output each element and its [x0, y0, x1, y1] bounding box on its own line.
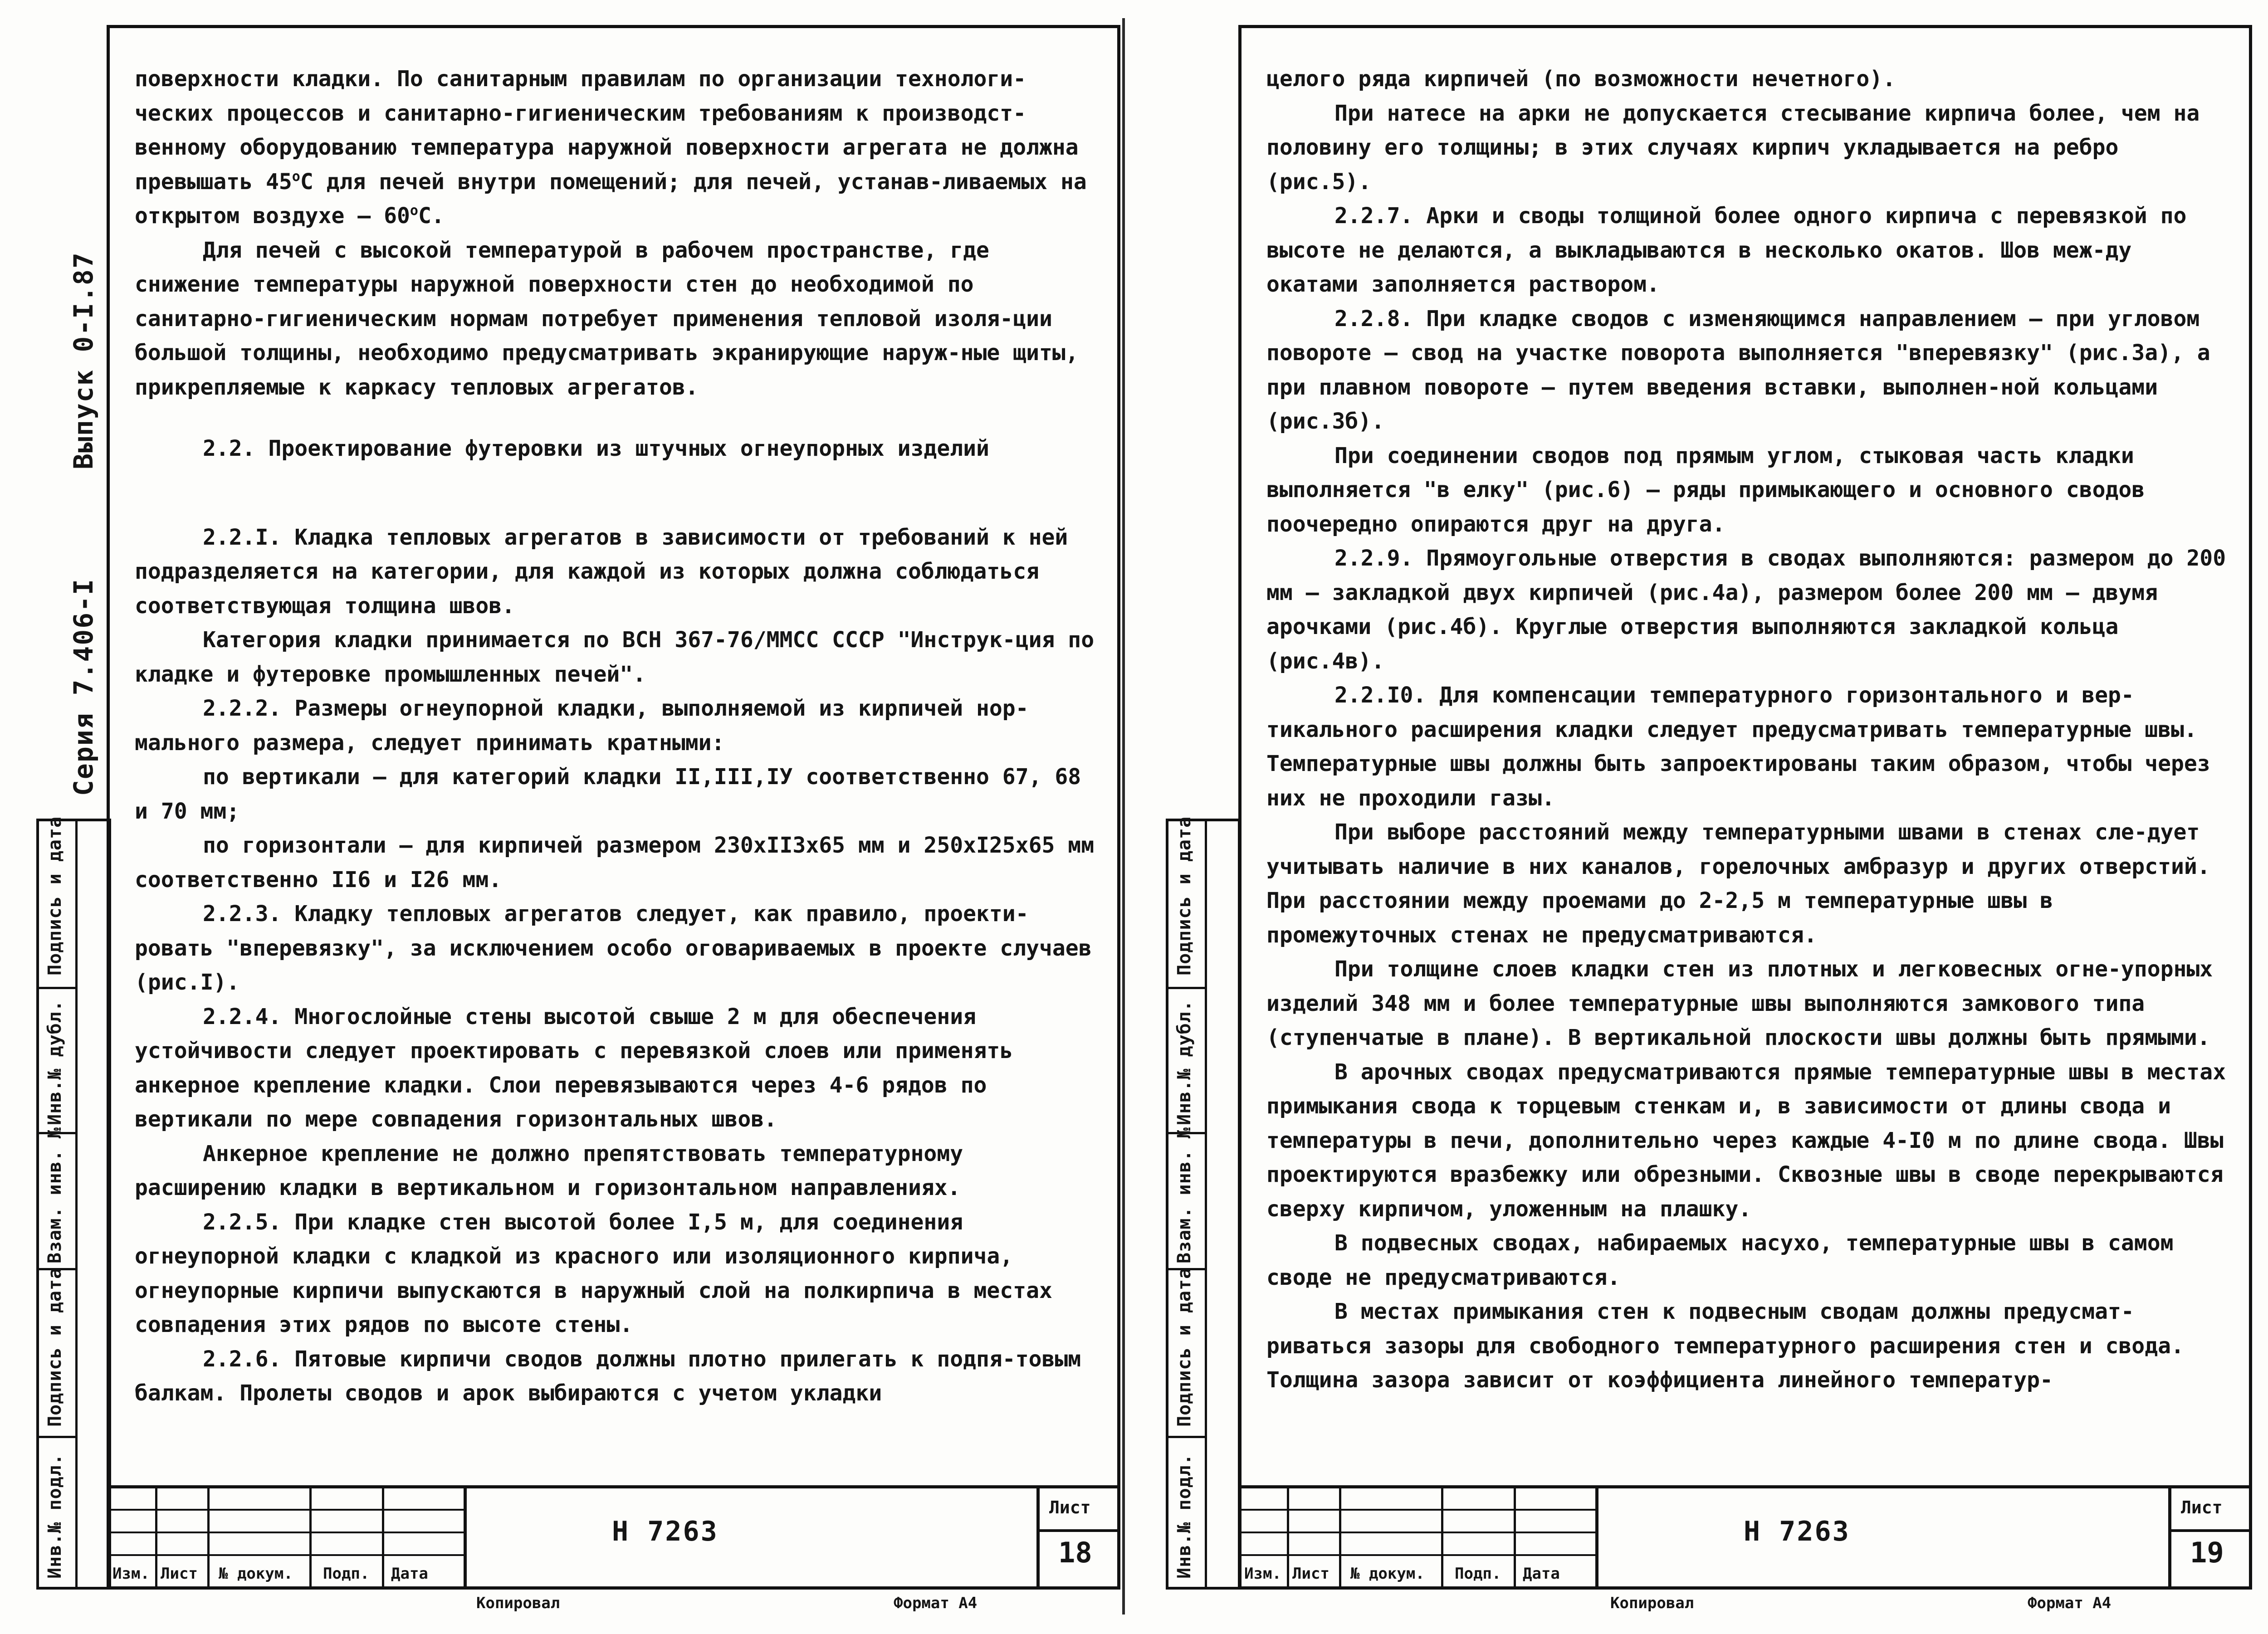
title-block — [107, 1485, 1120, 1590]
binding-label: Подпись и дата — [1174, 816, 1195, 976]
paragraph: Для печей с высокой температурой в рабочем пространстве, где снижение температуры наружной поверхности стен до необходимой по санитарно-гигиеническим нормам потребует применения тепловой изоля-ции большой толщины, необходимо предусматривать экранирующие наруж-ные щиты, прикрепляемые к каркасу тепловых агрегатов. — [135, 237, 1079, 400]
paragraph: по горизонтали – для кирпичей размером 230хII3х65 мм и 250хI25х65 мм соответственно II6 и I26 мм. — [135, 833, 1095, 893]
paragraph: целого ряда кирпичей (по возможности нечетного). — [1266, 66, 1896, 92]
sheet-box — [1038, 1488, 1117, 1586]
col-doc-no: № докум. — [1350, 1565, 1425, 1583]
binding-stamp-table — [36, 816, 111, 1590]
left-page — [18, 25, 1120, 1612]
paragraph: 2.2.4. Многослойные стены высотой свыше 2 м для обеспечения устойчивости следует проектировать с перевязкой слоев или применять анкерное крепление кладки. Слои перевязываются через 4-6 рядов по вертикали по мере совпадения горизонтальных швов. — [135, 1004, 1013, 1132]
issue-text: Выпуск 0-I.87 — [68, 252, 99, 470]
paragraph: поверхности кладки. По санитарным правилам по организации технологи-ческих процессов и санитарно-гигиеническим требованиям к производст-венному оборудованию температура наружной поверхности агрегата не должна превышать $45^оС$ для печей внутри помещений; для печей, устанав-ливаемых на открытом воздухе – $60^оС$. — [135, 66, 1087, 229]
document-number: Н 7263 — [612, 1516, 719, 1547]
col-list: Лист — [161, 1565, 198, 1583]
col-doc-no: № докум. — [219, 1565, 293, 1583]
paragraph: В арочных сводах предусматриваются прямые температурные швы в местах примыкания свода к торцевым стенкам и, в зависимости от длины свода и температуры в печи, дополнительно через каждые 4-I0 м по длине свода. Швы проектируются вразбежку или обрезными. Сквозные швы в своде перекрываются сверху кирпичом, уложенным на плашку. — [1266, 1059, 2226, 1222]
paragraph: Категория кладки принимается по ВСН 367-76/ММСС СССР "Инструк-ция по кладке и футеровке промышленных печей". — [135, 627, 1095, 687]
paragraph: В местах примыкания стен к подвесным сводам должны предусмат-риваться зазоры для свободного температурного расширения стен и свода. Толщина зазора зависит от коэффициента линейного температур- — [1266, 1299, 2184, 1393]
sheet-number: 18 — [1058, 1536, 1092, 1569]
sheet-label: Лист — [1049, 1497, 1091, 1517]
binding-label: Подпись и дата — [44, 816, 65, 976]
binding-label: Взам. инв. № — [1174, 1127, 1195, 1263]
sheet-box — [2170, 1488, 2249, 1586]
page-frame — [107, 25, 1120, 1590]
binding-stamp-table — [1166, 816, 1241, 1590]
col-izm: Изм. — [112, 1565, 150, 1583]
binding-label: Инв.№ подл. — [1174, 1454, 1195, 1579]
series-text: Серия 7.406-I — [68, 578, 99, 796]
footer-copied: Копировал — [1610, 1594, 1694, 1612]
sheet-number: 19 — [2190, 1536, 2224, 1569]
body-text — [1266, 62, 2228, 1398]
paragraph: 2.2.5. При кладке стен высотой более I,5 м, для соединения огнеупорной кладки с кладкой из красного или изоляционного кирпича, огнеупорные кирпичи выпускаются в наружный слой на полкирпича в местах совпадения этих рядов по высоте стены. — [135, 1209, 1052, 1337]
body-text — [135, 62, 1096, 1411]
sheet-label: Лист — [2181, 1497, 2223, 1517]
binding-label: Взам. инв. № — [44, 1127, 65, 1263]
paragraph: 2.2.7. Арки и своды толщиной более одного кирпича с перевязкой по высоте не делаются, а выкладываются в несколько окатов. Шов меж-ду окатами заполняется раствором. — [1266, 203, 2187, 297]
footer-format: Формат А4 — [894, 1594, 978, 1612]
page-divider — [1122, 18, 1125, 1614]
paragraph: Анкерное крепление не должно препятствовать температурному расширению кладки в вертикальном и горизонтальном направлениях. — [135, 1141, 963, 1200]
col-date: Дата — [391, 1565, 428, 1583]
paragraph: 2.2.I. Кладка тепловых агрегатов в зависимости от требований к ней подразделяется на категории, для каждой из которых должна соблюдаться соответствующая толщина швов. — [135, 524, 1068, 619]
paragraph: 2.2.8. При кладке сводов с изменяющимся направлением – при угловом повороте – свод на участке поворота выполняется "вперевязку" (рис.3а), а при плавном повороте – путем введения вставки, выполнен-ной кольцами (рис.3б). — [1266, 306, 2210, 434]
document-number: Н 7263 — [1744, 1516, 1850, 1547]
col-list: Лист — [1292, 1565, 1330, 1583]
paragraph: 2.2.6. Пятовые кирпичи сводов должны плотно прилегать к подпя-товым балкам. Пролеты сводов и арок выбираются с учетом укладки — [135, 1346, 1081, 1406]
binding-label: Инв.№ подл. — [44, 1454, 65, 1579]
paragraph: В подвесных сводах, набираемых насухо, температурные швы в самом своде не предусматриваются. — [1266, 1230, 2174, 1290]
col-sign: Подп. — [323, 1565, 370, 1583]
paragraph: При толщине слоев кладки стен из плотных и легковесных огне-упорных изделий 348 мм и более температурные швы выполняются замкового типа (ступенчатые в плане). В вертикальной плоскости швы должны быть прямыми. — [1266, 956, 2213, 1050]
paragraph: 2.2.3. Кладку тепловых агрегатов следует, как правило, проекти-ровать "вперевязку", за исключением особо оговариваемых в проекте случаев (рис.I). — [135, 901, 1092, 995]
footer-format: Формат А4 — [2028, 1594, 2112, 1612]
series-label — [68, 252, 99, 796]
paragraph: 2.2.I0. Для компенсации температурного горизонтального и вер-тикального расширения кладки следует предусматривать температурные швы. Температурные швы должны быть запроектированы таким образом, чтобы через них не проходили газы. — [1266, 683, 2210, 811]
page-frame — [1238, 25, 2252, 1590]
paragraph: При выборе расстояний между температурными швами в стенах сле-дует учитывать наличие в них каналов, горелочных амбразур и других отверстий. При расстоянии между проемами до 2-2,5 м температурные швы в промежуточных стенах не предусматриваются. — [1266, 819, 2210, 948]
binding-label: Инв.№ дубл. — [1174, 1000, 1195, 1125]
footer-copied: Копировал — [476, 1594, 560, 1612]
right-page — [1152, 25, 2254, 1612]
paragraph: При натесе на арки не допускается стесывание кирпича более, чем на половину его толщины; в этих случаях кирпич укладывается на ребро (рис.5). — [1266, 100, 2200, 195]
col-sign: Подп. — [1455, 1565, 1501, 1583]
title-block — [1238, 1485, 2252, 1590]
paragraph: 2.2.9. Прямоугольные отверстия в сводах выполняются: размером до 200 мм – закладкой двух кирпичей (рис.4а), размером более 200 мм – двумя арочками (рис.4б). Круглые отверстия выполняются закладкой кольца (рис.4в). — [1266, 546, 2226, 674]
paragraph: по вертикали – для категорий кладки II,III,IУ соответственно 67, 68 и 70 мм; — [135, 764, 1081, 824]
section-heading: 2.2. Проектирование футеровки из штучных огнеупорных изделий — [203, 436, 989, 461]
binding-label: Подпись и дата — [1174, 1267, 1195, 1427]
paragraph: При соединении сводов под прямым углом, стыковая часть кладки выполняется "в елку" (рис.6) – ряды примыкающего и основного сводов поочередно опираются друг на друга. — [1266, 443, 2145, 537]
binding-label: Инв.№ дубл. — [44, 1000, 65, 1125]
paragraph: 2.2.2. Размеры огнеупорной кладки, выполняемой из кирпичей нор-мального размера, следует принимать кратными: — [135, 696, 1029, 756]
col-izm: Изм. — [1244, 1565, 1281, 1583]
binding-label: Подпись и дата — [44, 1267, 65, 1427]
col-date: Дата — [1523, 1565, 1560, 1583]
